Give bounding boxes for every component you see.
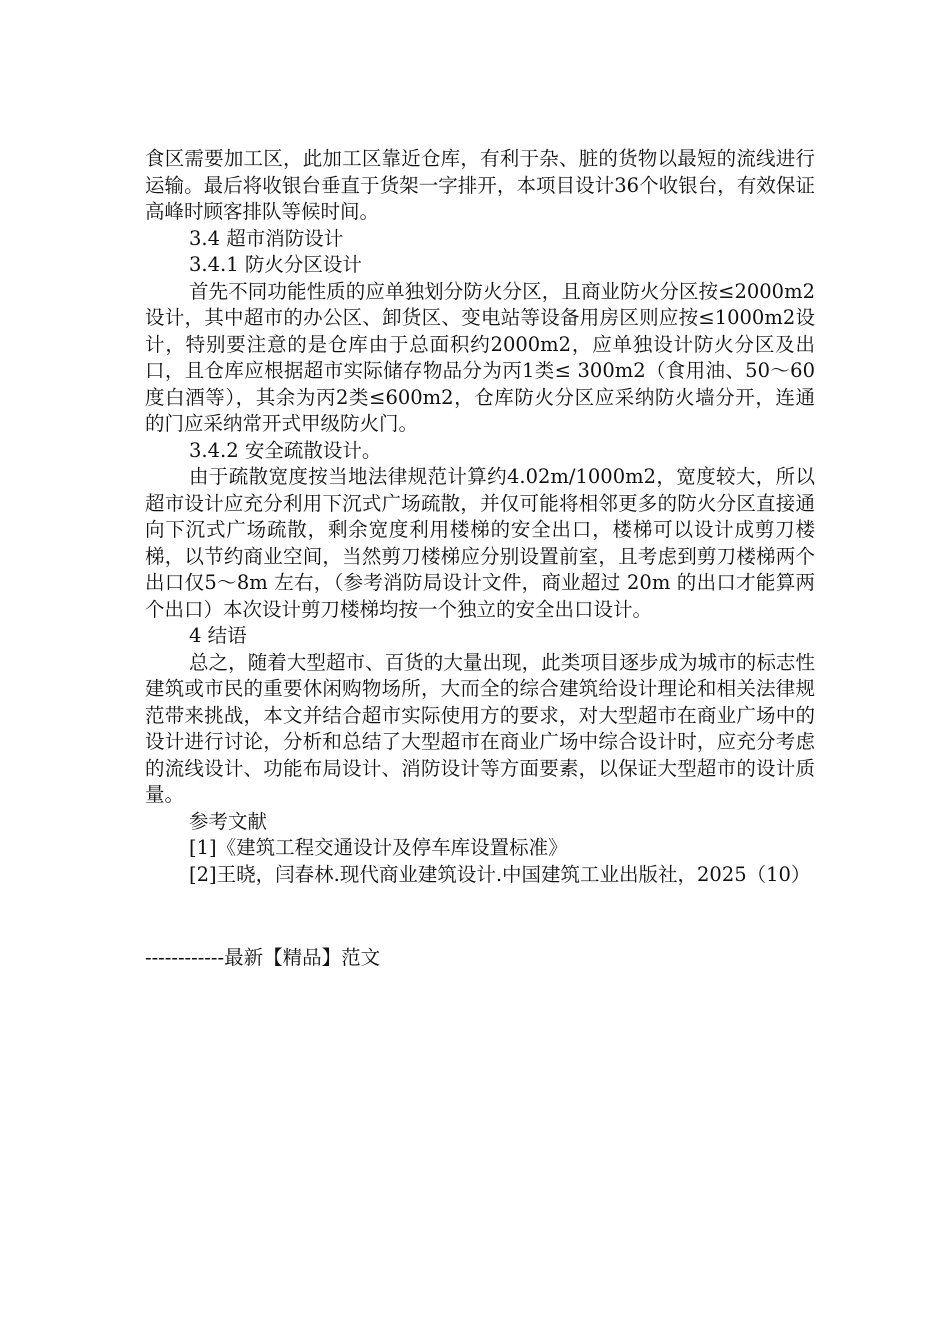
paragraph-1: 食区需要加工区，此加工区靠近仓库，有利于杂、脏的货物以最短的流线进行运输。最后将收银台垂直于货架一字排开，本项目设计36个收银台，有效保证高峰时顾客排队等候时间。 — [145, 147, 815, 223]
footer-tagline: ------------最新【精品】范文 — [145, 946, 381, 969]
reference-item-1: [1]《建筑工程交通设计及停车库设置标准》 — [189, 836, 568, 859]
references-heading: 参考文献 — [189, 809, 268, 833]
section-heading-3-4: 3.4 超市消防设计 — [189, 226, 344, 250]
document-body — [145, 146, 815, 888]
subsection-heading-3-4-2: 3.4.2 安全疏散设计。 — [189, 438, 382, 462]
section-heading-conclusion: 4 结语 — [189, 624, 247, 647]
reference-item-2: [2]王晓，闫春林.现代商业建筑设计.中国建筑工业出版社，2025（10） — [189, 862, 811, 886]
paragraph-fire-zoning: 首先不同功能性质的应单独划分防火分区，且商业防火分区按≤2000m2设计，其中超市的办公区、卸货区、变电站等设备用房区则应按≤1000m2设计，特别要注意的是仓库由于总面积约2000m2，应单独设计防火分区及出口，且仓库应根据超市实际储存物品分为丙1类≤ 300m2（食用油、50～60 度白酒等），其余为丙2类≤600m2，仓库防火分区应采纳防火墙分开，连通的门应采纳常开式甲级防火门。 — [145, 279, 815, 435]
subsection-heading-3-4-1: 3.4.1 防火分区设计 — [189, 253, 362, 276]
paragraph-conclusion: 总之，随着大型超市、百货的大量出现，此类项目逐步成为城市的标志性建筑或市民的重要休闲购物场所，大而全的综合建筑给设计理论和相关法律规范带来挑战，本文并结合超市实际使用方的要求，对大型超市在商业广场中的设计进行讨论，分析和总结了大型超市在商业广场中综合设计时，应充分考虑的流线设计、功能布局设计、消防设计等方面要素，以保证大型超市的设计质量。 — [145, 650, 815, 806]
paragraph-evacuation: 由于疏散宽度按当地法律规范计算约4.02m/1000m2，宽度较大，所以超市设计应充分利用下沉式广场疏散，并仅可能将相邻更多的防火分区直接通向下沉式广场疏散，剩余宽度利用楼梯的安全出口，楼梯可以设计成剪刀楼梯，以节约商业空间，当然剪刀楼梯应分别设置前室，且考虑到剪刀楼梯两个出口仅5～8m 左右，（参考消防局设计文件，商业超过 20m 的出口才能算两个出口）本次设计剪刀楼梯均按一个独立的安全出口设计。 — [145, 465, 815, 621]
